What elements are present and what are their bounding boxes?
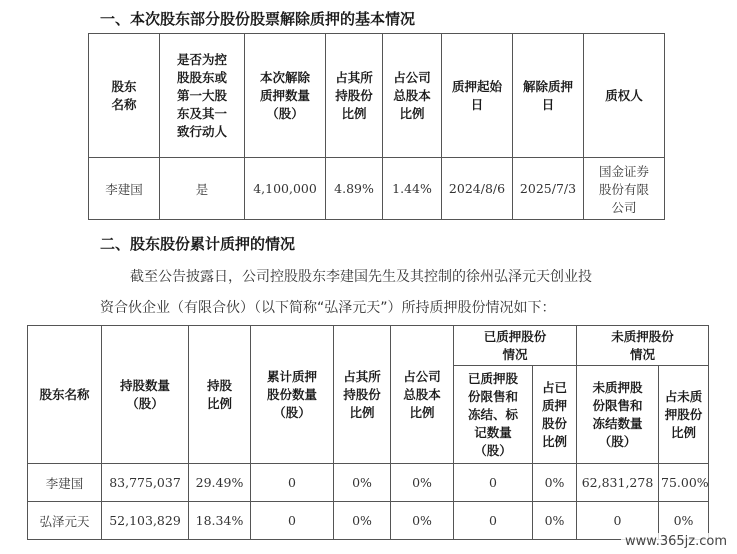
header-pct-of-holdings: 占其所 持股份 比例 bbox=[334, 326, 391, 464]
cell-name: 弘泽元天 bbox=[28, 502, 102, 540]
header-controlling-shareholder: 是否为控 股股东或 第一大股 东及其一 致行动人 bbox=[160, 34, 245, 158]
cell-name: 李建国 bbox=[28, 464, 102, 502]
header-release-quantity: 本次解除 质押数量 （股） bbox=[245, 34, 326, 158]
cell-release-quantity: 4,100,000 bbox=[245, 158, 326, 220]
header-pledged-pct: 占已 质押 股份 比例 bbox=[533, 366, 577, 464]
header-pct-of-holdings: 占其所 持股份 比例 bbox=[326, 34, 383, 158]
section2-title: 二、股东股份累计质押的情况 bbox=[100, 235, 296, 253]
header-holding-ratio: 持股 比例 bbox=[189, 326, 251, 464]
cell-pledged-restricted: 0 bbox=[454, 502, 533, 540]
cell-cum-pledge: 0 bbox=[251, 502, 334, 540]
cell-ratio: 18.34% bbox=[189, 502, 251, 540]
section1-title: 一、本次股东部分股份股票解除质押的基本情况 bbox=[100, 10, 416, 28]
header-unpledged-group: 未质押股份 情况 bbox=[577, 326, 709, 366]
cell-pct-total: 0% bbox=[391, 464, 454, 502]
cell-unpledged-restricted: 0 bbox=[577, 502, 659, 540]
header-pledge-start-date: 质押起始 日 bbox=[442, 34, 513, 158]
cell-pct-total: 0% bbox=[391, 502, 454, 540]
header-release-date: 解除质押 日 bbox=[513, 34, 584, 158]
header-shareholder-name: 股东 名称 bbox=[89, 34, 160, 158]
cell-shares: 52,103,829 bbox=[102, 502, 189, 540]
cell-pledged-restricted: 0 bbox=[454, 464, 533, 502]
table-row bbox=[28, 502, 709, 540]
cell-pledged-pct: 0% bbox=[533, 464, 577, 502]
header-pledged-restricted: 已质押股 份限售和 冻结、标 记数量 （股） bbox=[454, 366, 533, 464]
cell-pledge-start-date: 2024/8/6 bbox=[442, 158, 513, 220]
table-row bbox=[28, 464, 709, 502]
cell-ratio: 29.49% bbox=[189, 464, 251, 502]
paragraph-line-2: 资合伙企业（有限合伙）（以下简称“弘泽元天”）所持质押股份情况如下： bbox=[100, 300, 556, 316]
header-shares-held: 持股数量 （股） bbox=[102, 326, 189, 464]
cell-shareholder-name: 李建国 bbox=[89, 158, 160, 220]
cell-unpledged-restricted: 62,831,278 bbox=[577, 464, 659, 502]
cumulative-pledge-table bbox=[27, 325, 709, 540]
header-unpledged-pct: 占未质 押股份 比例 bbox=[659, 366, 709, 464]
cell-pct-held: 0% bbox=[334, 464, 391, 502]
header-pct-of-total: 占公司 总股本 比例 bbox=[391, 326, 454, 464]
cell-controlling-flag: 是 bbox=[160, 158, 245, 220]
cell-pct-of-total: 1.44% bbox=[383, 158, 442, 220]
cell-unpledged-pct: 0% bbox=[659, 502, 709, 540]
header-pledgee: 质权人 bbox=[584, 34, 665, 158]
header-shareholder-name: 股东名称 bbox=[28, 326, 102, 464]
cell-unpledged-pct: 75.00% bbox=[659, 464, 709, 502]
cell-pledgee: 国金证券 股份有限 公司 bbox=[584, 158, 665, 220]
cell-pct-of-holdings: 4.89% bbox=[326, 158, 383, 220]
paragraph-line-1: 截至公告披露日，公司控股股东李建国先生及其控制的徐州弘泽元天创业投 bbox=[130, 269, 592, 285]
cell-pledged-pct: 0% bbox=[533, 502, 577, 540]
site-watermark: www.365jz.com bbox=[621, 533, 731, 550]
header-pct-of-total: 占公司 总股本 比例 bbox=[383, 34, 442, 158]
header-unpledged-restricted: 未质押股 份限售和 冻结数量 （股） bbox=[577, 366, 659, 464]
pledge-release-table bbox=[88, 33, 665, 220]
cell-shares: 83,775,037 bbox=[102, 464, 189, 502]
header-pledged-group: 已质押股份 情况 bbox=[454, 326, 577, 366]
cell-release-date: 2025/7/3 bbox=[513, 158, 584, 220]
header-cumulative-pledge: 累计质押 股份数量 （股） bbox=[251, 326, 334, 464]
cell-cum-pledge: 0 bbox=[251, 464, 334, 502]
cell-pct-held: 0% bbox=[334, 502, 391, 540]
